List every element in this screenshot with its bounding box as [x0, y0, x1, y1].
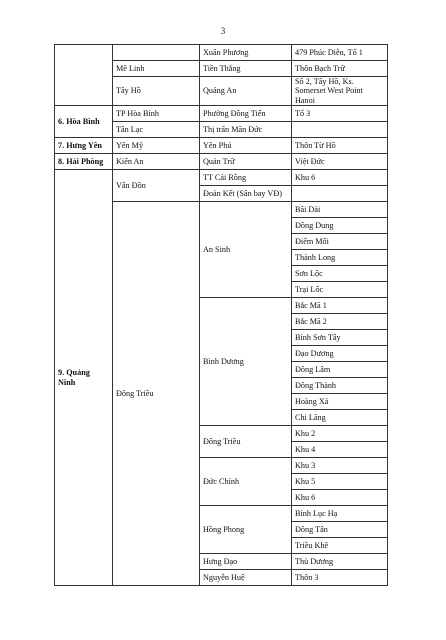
commune-cell: Phường Đồng Tiến — [200, 106, 292, 122]
village-cell: Đông Tân — [292, 522, 388, 538]
commune-cell: Đông Triều — [200, 426, 292, 458]
table-row — [55, 138, 388, 154]
commune-cell: Quán Trữ — [200, 154, 292, 170]
village-cell: Đông Thành — [292, 378, 388, 394]
village-cell: Bãi Dài — [292, 202, 388, 218]
commune-cell: Xuân Phương — [200, 45, 292, 61]
table-row — [55, 106, 388, 122]
village-cell: Trại Lốc — [292, 282, 388, 298]
table-row — [55, 154, 388, 170]
province-cell: 7. Hưng Yên — [55, 138, 113, 154]
village-cell: Bắc Mã 2 — [292, 314, 388, 330]
village-cell — [292, 122, 388, 138]
district-cell: Kiến An — [113, 154, 200, 170]
commune-cell: Tiền Thắng — [200, 61, 292, 77]
district-cell: Vân Đồn — [113, 170, 200, 202]
village-cell — [292, 186, 388, 202]
district-cell: TP Hòa Bình — [113, 106, 200, 122]
village-cell: Bình Sơn Tây — [292, 330, 388, 346]
village-cell: Đạo Dương — [292, 346, 388, 362]
province-cell — [55, 45, 113, 106]
province-cell: 9. Quảng Ninh — [55, 170, 113, 586]
commune-cell: Đoàn Kết (Sân bay VĐ) — [200, 186, 292, 202]
administrative-units-table — [54, 44, 388, 586]
village-cell: Đồng Dung — [292, 218, 388, 234]
village-cell: Thủ Dương — [292, 554, 388, 570]
village-cell: Khu 5 — [292, 474, 388, 490]
village-cell: Hoàng Xá — [292, 394, 388, 410]
commune-cell: Nguyễn Huệ — [200, 570, 292, 586]
commune-cell: Yên Phú — [200, 138, 292, 154]
village-cell: Tổ 3 — [292, 106, 388, 122]
district-cell: Yên Mỹ — [113, 138, 200, 154]
commune-cell: TT Cái Rồng — [200, 170, 292, 186]
village-cell: Việt Đức — [292, 154, 388, 170]
village-cell: Thôn Từ Hồ — [292, 138, 388, 154]
district-cell: Tân Lạc — [113, 122, 200, 138]
village-cell: Khu 4 — [292, 442, 388, 458]
province-cell: 6. Hòa Bình — [55, 106, 113, 138]
village-cell: Bình Lục Hạ — [292, 506, 388, 522]
commune-cell: Hưng Đạo — [200, 554, 292, 570]
province-cell: 8. Hải Phòng — [55, 154, 113, 170]
commune-cell: Đức Chính — [200, 458, 292, 506]
commune-cell: Bình Dương — [200, 298, 292, 426]
village-cell: Thôn 3 — [292, 570, 388, 586]
page-number: 3 — [220, 26, 226, 36]
village-cell: Thành Long — [292, 250, 388, 266]
village-cell: Thôn Bạch Trữ — [292, 61, 388, 77]
table-row — [55, 45, 388, 61]
village-cell: Bắc Mã 1 — [292, 298, 388, 314]
district-cell: Tây Hồ — [113, 77, 200, 106]
village-cell: Triều Khê — [292, 538, 388, 554]
commune-cell: Thị trấn Mãn Đức — [200, 122, 292, 138]
district-cell: Mê Linh — [113, 61, 200, 77]
village-cell: Chi Lăng — [292, 410, 388, 426]
village-cell: Khu 6 — [292, 170, 388, 186]
village-cell: Số 2, Tây Hồ, Ks. Somerset West Point Hanoi — [292, 77, 388, 106]
district-cell — [113, 45, 200, 61]
commune-cell: An Sinh — [200, 202, 292, 298]
table-row — [55, 170, 388, 186]
village-cell: Điểm Mối — [292, 234, 388, 250]
village-cell: Khu 2 — [292, 426, 388, 442]
village-cell: Đông Lâm — [292, 362, 388, 378]
village-cell: 479 Phúc Diễn, Tổ 1 — [292, 45, 388, 61]
district-cell: Đông Triều — [113, 202, 200, 586]
village-cell: Khu 6 — [292, 490, 388, 506]
village-cell: Sơn Lộc — [292, 266, 388, 282]
village-cell: Khu 3 — [292, 458, 388, 474]
commune-cell: Hồng Phong — [200, 506, 292, 554]
commune-cell: Quảng An — [200, 77, 292, 106]
